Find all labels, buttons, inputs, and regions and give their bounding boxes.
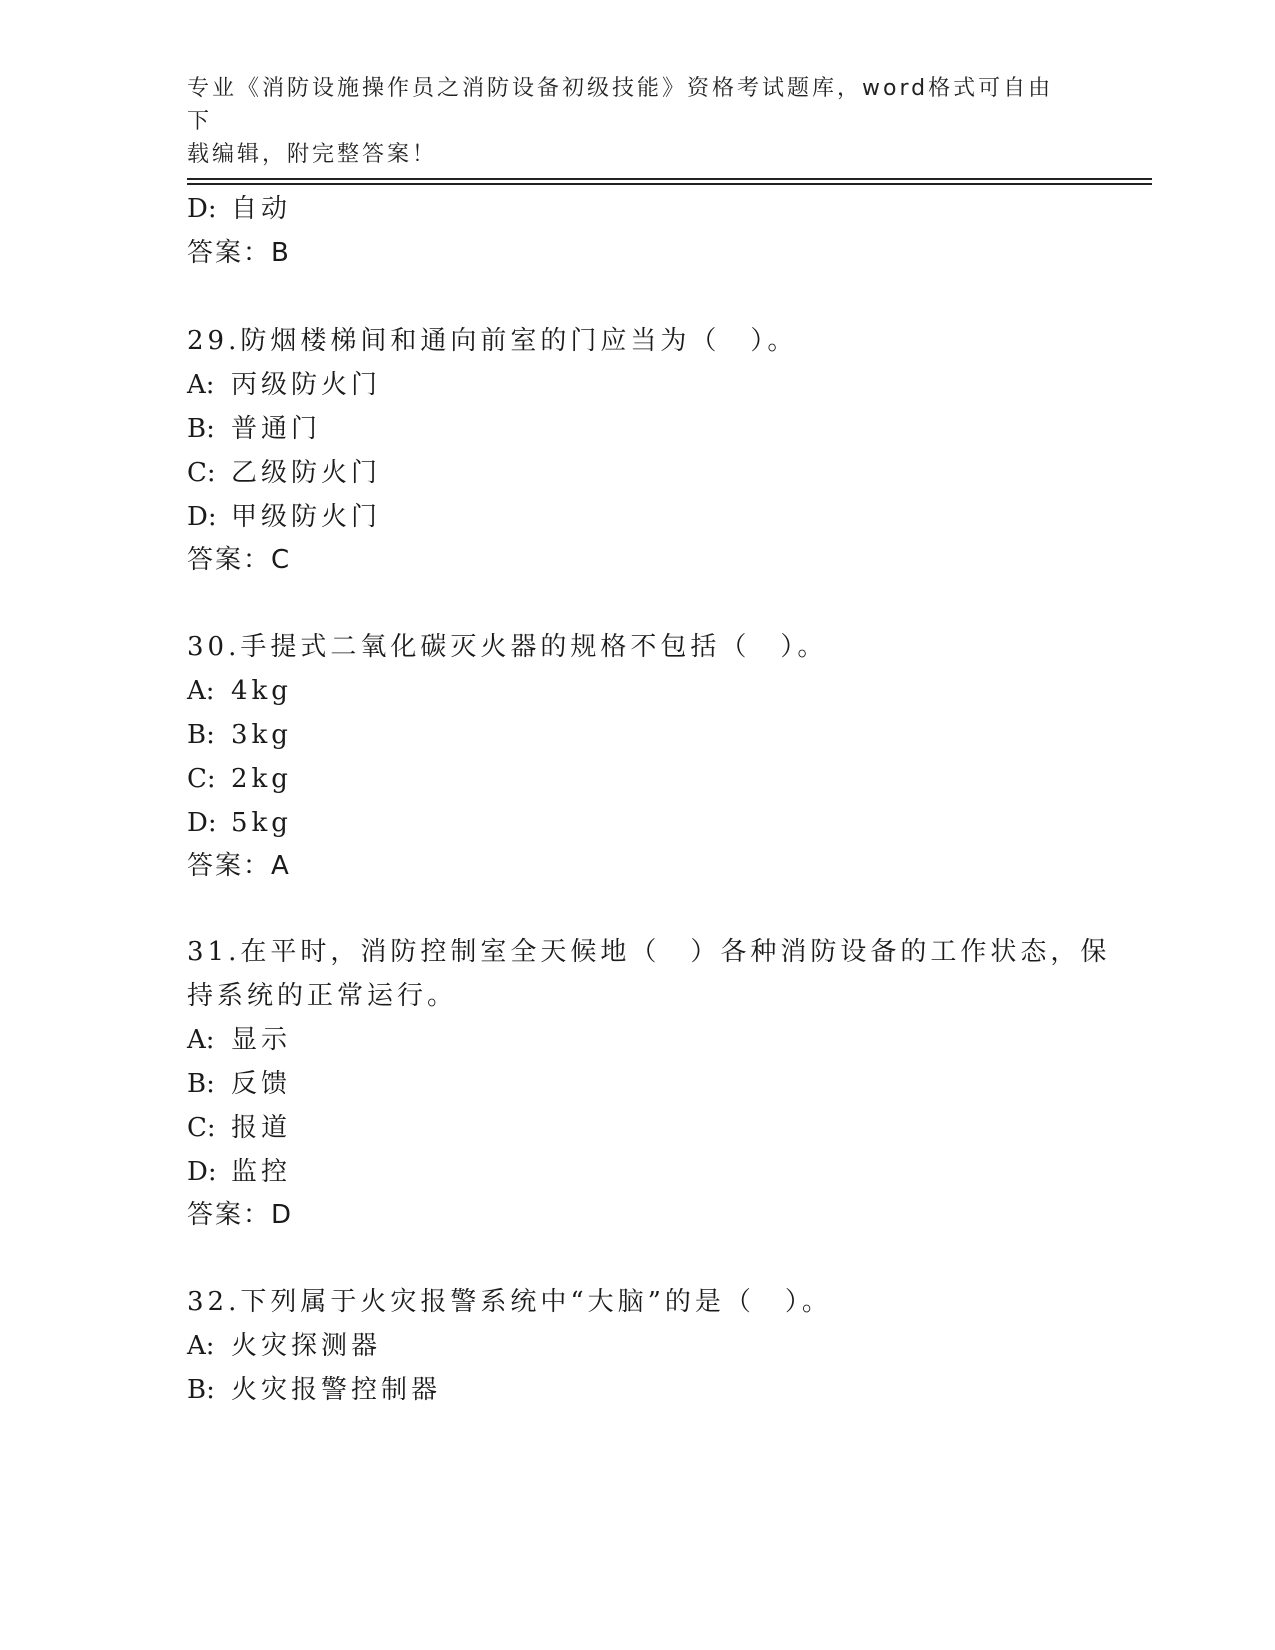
option-text: 5kg bbox=[231, 808, 292, 838]
option-label: C: bbox=[187, 1113, 216, 1143]
option-label: B: bbox=[187, 414, 215, 444]
question-32-option-b bbox=[187, 1373, 441, 1407]
header-line-1: 专业《消防设施操作员之消防设备初级技能》资格考试题库，word格式可自由下 bbox=[187, 76, 1054, 134]
question-29-answer: 答案：C bbox=[187, 545, 292, 575]
option-text: 丙级防火门 bbox=[231, 370, 382, 400]
option-text: 4kg bbox=[231, 676, 292, 706]
question-30-option-d bbox=[187, 806, 292, 840]
option-label: A: bbox=[187, 1331, 215, 1361]
question-31-option-c bbox=[187, 1111, 291, 1145]
question-30-option-c bbox=[187, 762, 292, 796]
option-label: C: bbox=[187, 458, 216, 488]
option-label: B: bbox=[187, 720, 215, 750]
option-label: B: bbox=[187, 1375, 215, 1405]
question-30-answer: 答案：A bbox=[187, 851, 291, 881]
option-text: 火灾探测器 bbox=[231, 1331, 382, 1361]
option-label: C: bbox=[187, 764, 216, 794]
option-text: 显示 bbox=[231, 1025, 292, 1055]
option-label: A: bbox=[187, 370, 215, 400]
prev-answer: 答案：B bbox=[187, 238, 291, 268]
question-31-option-d bbox=[187, 1155, 291, 1189]
option-text: 2kg bbox=[231, 764, 292, 794]
option-text: 甲级防火门 bbox=[231, 502, 382, 532]
document-header bbox=[187, 72, 1067, 171]
question-30-option-a bbox=[187, 674, 292, 708]
option-text: 监控 bbox=[231, 1157, 292, 1187]
option-text: 乙级防火门 bbox=[231, 458, 382, 488]
option-label: A: bbox=[187, 676, 215, 706]
option-label: B: bbox=[187, 1069, 215, 1099]
header-divider-bottom bbox=[187, 183, 1152, 185]
option-text: 3kg bbox=[231, 720, 292, 750]
question-31-answer: 答案：D bbox=[187, 1200, 294, 1230]
question-32-option-a bbox=[187, 1329, 381, 1363]
question-31-option-b bbox=[187, 1067, 291, 1101]
option-label: A: bbox=[187, 1025, 215, 1055]
question-29-option-b bbox=[187, 412, 321, 446]
option-text: 自动 bbox=[231, 194, 292, 224]
question-30-option-b bbox=[187, 718, 292, 752]
option-text: 普通门 bbox=[231, 414, 322, 444]
question-31-stem-line-1: 31.在平时，消防控制室全天候地（ ）各种消防设备的工作状态，保 bbox=[187, 937, 1111, 967]
question-30-stem: 30.手提式二氧化碳灭火器的规格不包括（ ）。 bbox=[187, 632, 828, 662]
question-31-stem-line-2: 持系统的正常运行。 bbox=[187, 981, 458, 1011]
option-text: 火灾报警控制器 bbox=[231, 1375, 442, 1405]
question-29-stem: 29.防烟楼梯间和通向前室的门应当为（ ）。 bbox=[187, 326, 798, 356]
question-32-stem: 32.下列属于火灾报警系统中“大脑”的是（ ）。 bbox=[187, 1287, 832, 1317]
question-29-option-d bbox=[187, 500, 381, 534]
question-29-option-a bbox=[187, 368, 381, 402]
header-divider-top bbox=[187, 178, 1152, 180]
question-31-option-a bbox=[187, 1023, 291, 1057]
option-text: 反馈 bbox=[231, 1069, 292, 1099]
header-line-2: 载编辑，附完整答案！ bbox=[187, 142, 438, 167]
option-label: D: bbox=[187, 808, 217, 838]
option-label: D: bbox=[187, 1157, 217, 1187]
option-text: 报道 bbox=[231, 1113, 292, 1143]
question-29-option-c bbox=[187, 456, 381, 490]
option-label: D: bbox=[187, 502, 217, 532]
prev-option-d bbox=[187, 192, 291, 226]
option-label: D: bbox=[187, 194, 217, 224]
